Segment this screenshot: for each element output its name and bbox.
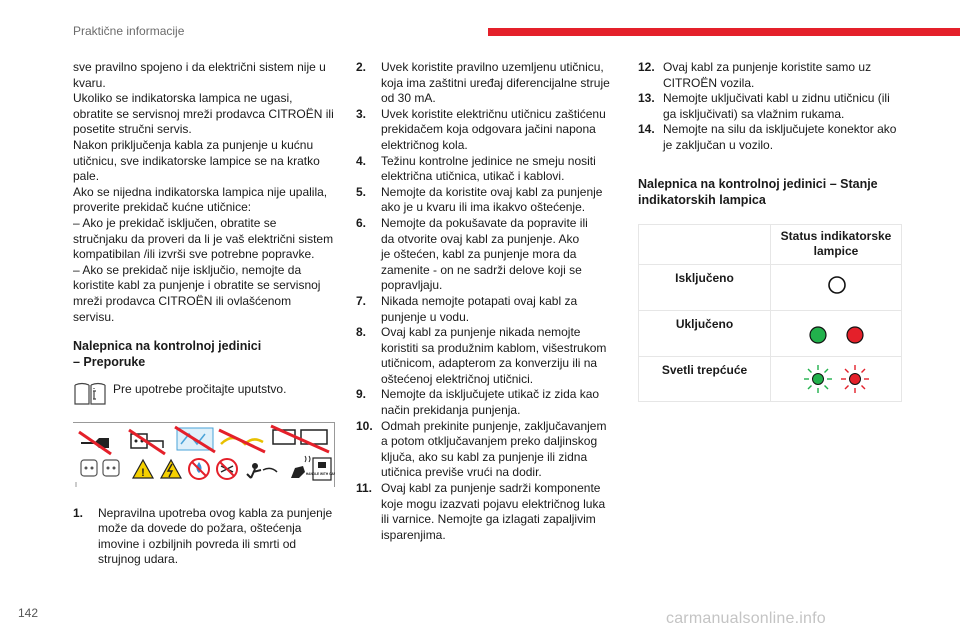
no-extension-cable-icon xyxy=(79,432,111,454)
header-accent-bar xyxy=(488,28,960,36)
list-item: 1. Nepravilna upotreba ovog kabla za punjenje može da dovede do požara, oštećenja imovine i ozbiljnih povreda ili smrti od strujnog udara. xyxy=(73,505,333,567)
indicator-status-table xyxy=(638,224,902,402)
watermark: carmanualsonline.info xyxy=(666,610,826,627)
list-item: 12. Ovaj kabl za punjenje koristite samo uz CITROËN vozila. xyxy=(638,60,872,90)
svg-text:!: ! xyxy=(141,467,145,480)
section-heading-indicator-states: Nalepnica na kontrolnoj jedinici – Stanje indikatorskih lampica xyxy=(638,176,878,207)
column-left xyxy=(73,60,343,568)
row-label: Svetli trepćuće xyxy=(639,356,771,401)
table-header-status: Status indikatorske lampice xyxy=(771,224,902,264)
list-item: 14. Nemojte na silu da isključujete konektor ako je zaključan u vozilo. xyxy=(638,122,897,152)
table-row xyxy=(639,264,902,310)
list-item: 9. Nemojte da isključujete utikač iz zida kao način prekidanja punjenja. xyxy=(356,387,600,418)
list-item: 4. Težinu kontrolne jedinice ne smeju nositi električna utičnica, utikač i kablovi. xyxy=(356,153,596,184)
no-adapter-icon xyxy=(129,430,165,454)
note-text: Pre upotrebe pročitajte uputstvo. xyxy=(113,382,287,397)
list-item: 13. Nemojte uključivati kabl u zidnu utičnicu (ili ga isključivati) sa vlažnim rukama. xyxy=(638,91,890,121)
no-pull-cable-icon xyxy=(247,463,277,478)
warnings-list-part3 xyxy=(638,60,903,154)
list-item: 7. Nikada nemojte potapati ovaj kabl za punjenje u vodu. xyxy=(356,293,578,324)
book-icon xyxy=(73,380,107,406)
note-box xyxy=(73,380,343,406)
lamp-on-icons xyxy=(771,311,901,355)
intro-paragraph: sve pravilno spojeno i da električni sistem nije u kvaru. Ukoliko se indikatorska lampica ne ugasi, obratite se servisnoj mreži prodavca CITROËN ili posetite stručni servis. Nakon priključenja kabla za punjenje u kućnu utičnicu, sve indikatorske lampice se na kratko pale. Ako se nijedna indikatorska lampica nije upalila, proverite prekidač kućne utičnice: – Ako je prekidač isključen, obratite se stručnjaku da proveri da li je vaš električni sistem kompatibilan /ili izvrši sve potrebne popravke. – Ako se prekidač nije isključio, nemojte da koristite kabl za punjenje i obratite se servisnoj mreži prodavca CITROËN ili ovlašćenom servisu. xyxy=(73,60,334,324)
list-item: 8. Ovaj kabl za punjenje nikada nemojte koristiti sa produžnim kablom, višestrukom utičnicom, adapterom za konverziju ili na oštećenoj električnoj utičnici. xyxy=(356,325,607,386)
list-item: 6. Nemojte da pokušavate da popravite ili da otvorite ovaj kabl za punjenje. Ako je oštećen, kabl za punjenje mora da zamenite - on ne sadrži delove koji se popravljaju. xyxy=(356,215,588,293)
handle-with-care-icon xyxy=(306,458,335,480)
table-row xyxy=(639,356,902,401)
green-lamp-icon xyxy=(810,327,826,343)
running-header: Praktične informacije xyxy=(73,24,185,38)
column-middle xyxy=(356,60,618,543)
list-item: 11. Ovaj kabl za punjenje sadrži komponente koje mogu izazvati pojavu električnog luka ili varnice. Nemojte ga izlagati zapaljivim isparenjima. xyxy=(356,481,606,542)
red-lamp-icon xyxy=(847,327,863,343)
row-label: Uključeno xyxy=(639,310,771,356)
lamp-off-icon xyxy=(771,265,901,305)
table-row xyxy=(639,310,902,356)
control-unit-label-image xyxy=(73,422,335,487)
warnings-list-part2 xyxy=(356,60,618,543)
warnings-list-part1 xyxy=(73,506,343,568)
electric-shock-icon xyxy=(161,460,181,478)
list-item: 5. Nemojte da koristite ovaj kabl za punjenje ako je u kvaru ili ima ikakvo oštećenje. xyxy=(356,184,603,215)
no-disassemble-icon xyxy=(217,459,237,479)
page-number: 142 xyxy=(18,606,39,620)
green-blinking-lamp-icon xyxy=(804,365,832,393)
list-item: 3. Uvek koristite električnu utičnicu zaštićenu prekidačem koja odgovara jačini napona električnog kola. xyxy=(356,106,606,152)
label-caption: HANDLE WITH CARE xyxy=(305,472,335,477)
warning-icon xyxy=(133,460,153,479)
table-header-row xyxy=(639,224,902,264)
lamp-blinking-icons xyxy=(771,357,901,401)
list-item: 2. Uvek koristite pravilno uzemljenu utičnicu, koja ima zaštitni uređaj diferencijalne struje od 30 mA. xyxy=(356,60,610,106)
red-blinking-lamp-icon xyxy=(841,365,869,393)
section-heading-recommendations: Nalepnica na kontrolnoj jedinici – Preporuke xyxy=(73,339,262,370)
row-label: Isključeno xyxy=(639,264,771,310)
no-water-icon xyxy=(189,459,209,479)
list-item: 10. Odmah prekinite punjenje, zaključavanjem a potom otključavanjem preko daljinskog ključa, ako su kabl za punjenje ili zidna utičnica previše vrući na dodir. xyxy=(356,418,607,480)
column-right xyxy=(638,60,903,402)
